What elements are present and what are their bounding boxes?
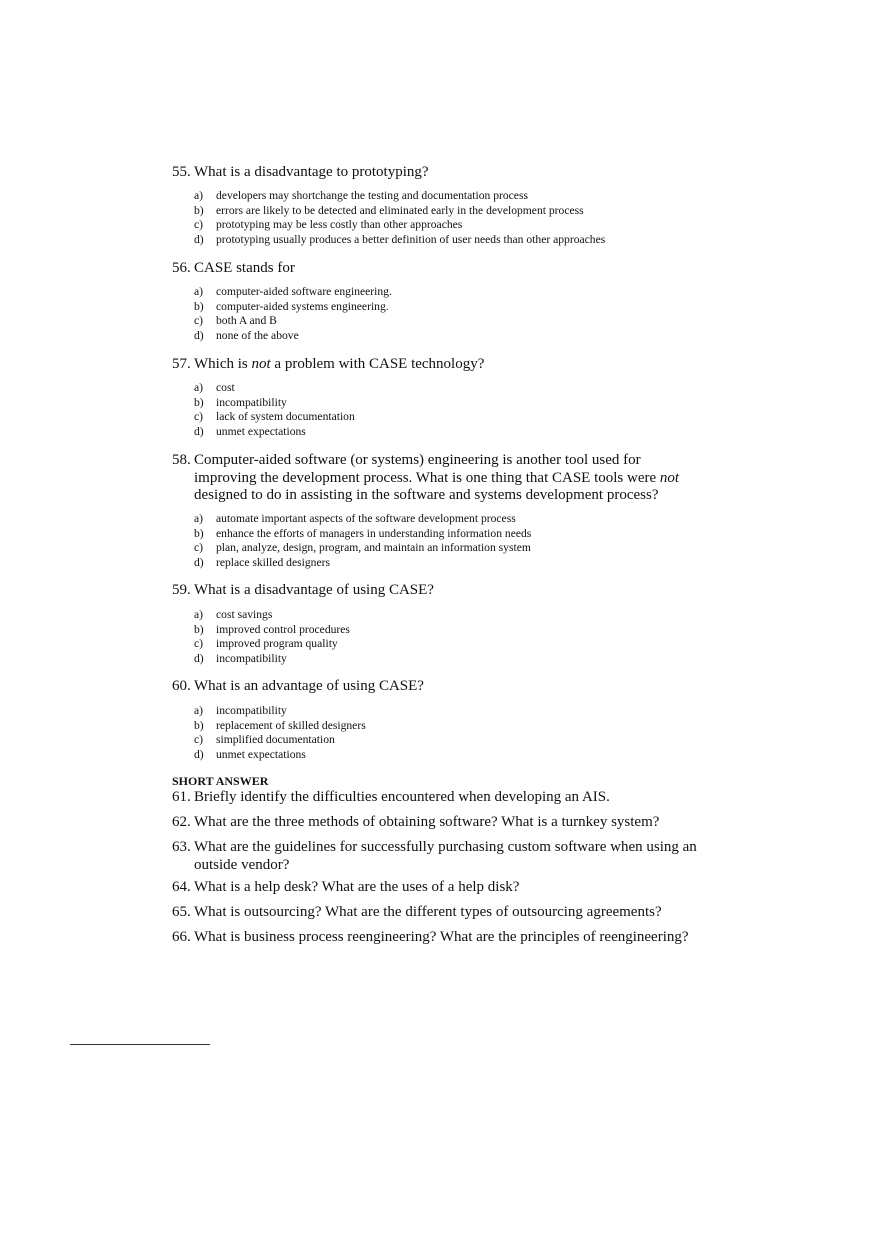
option-label: a) xyxy=(194,704,204,717)
option-text: prototyping may be less costly than other approaches xyxy=(216,218,463,232)
option-text: enhance the efforts of managers in understanding information needs xyxy=(216,526,532,540)
option-label: a) xyxy=(194,608,204,621)
option-text: improved program quality xyxy=(216,637,338,651)
question-60 xyxy=(172,678,712,696)
short-answer-66 xyxy=(172,929,732,947)
question-text: What are the three methods of obtaining software? What is a turnkey system? xyxy=(194,814,660,830)
option-text: incompatibility xyxy=(216,651,287,665)
question-text: What is business process reengineering? What are the principles of reengineering? xyxy=(194,929,689,945)
option-text: incompatibility xyxy=(216,395,287,409)
option-label: a) xyxy=(194,189,204,202)
question-number: 58. xyxy=(172,452,191,468)
question-number: 61. xyxy=(172,789,191,805)
option-text: errors are likely to be detected and eliminated early in the development process xyxy=(216,203,584,217)
question-text: Briefly identify the difficulties encountered when developing an AIS. xyxy=(194,789,610,805)
question-text xyxy=(194,452,692,505)
option-text: automate important aspects of the software development process xyxy=(216,512,516,525)
option-text: simplified documentation xyxy=(216,733,335,747)
question-text-emphasis: not xyxy=(251,356,271,372)
option-text: developers may shortchange the testing and documentation process xyxy=(216,189,528,202)
option-text: replace skilled designers xyxy=(216,555,330,569)
option-label: c) xyxy=(194,218,204,232)
question-56 xyxy=(172,260,712,278)
option-text: computer-aided software engineering. xyxy=(216,285,392,298)
short-answer-62 xyxy=(172,814,712,832)
option-label: c) xyxy=(194,410,204,424)
option-label: c) xyxy=(194,314,204,328)
option-text: both A and B xyxy=(216,314,277,328)
question-text-emphasis: not xyxy=(659,469,680,486)
short-answer-65 xyxy=(172,904,712,922)
option-text: computer-aided systems engineering. xyxy=(216,299,389,313)
section-heading-short-answer: SHORT ANSWER xyxy=(172,774,269,788)
question-number: 60. xyxy=(172,678,191,694)
question-57 xyxy=(172,356,712,374)
question-text: What is an advantage of using CASE? xyxy=(194,678,424,694)
option-label: b) xyxy=(194,718,204,732)
short-answer-64 xyxy=(172,879,712,897)
question-59 xyxy=(172,582,712,600)
option-text: unmet expectations xyxy=(216,747,306,761)
option-label: d) xyxy=(194,232,204,246)
option-text: cost xyxy=(216,381,235,394)
question-number: 55. xyxy=(172,164,191,180)
question-number: 57. xyxy=(172,356,191,372)
question-text: What is a help desk? What are the uses of a help disk? xyxy=(194,879,520,895)
option-label: b) xyxy=(194,203,204,217)
option-text: replacement of skilled designers xyxy=(216,718,366,732)
option-label: d) xyxy=(194,651,204,665)
option-text: plan, analyze, design, program, and maintain an information system xyxy=(216,541,531,555)
question-number: 64. xyxy=(172,879,191,895)
short-answer-63 xyxy=(172,839,702,874)
question-55 xyxy=(172,164,712,182)
option-text: improved control procedures xyxy=(216,622,350,636)
option-label: b) xyxy=(194,395,204,409)
option-label: b) xyxy=(194,622,204,636)
option-label: c) xyxy=(194,541,204,555)
option-text: cost savings xyxy=(216,608,273,621)
question-number: 65. xyxy=(172,904,191,920)
question-text-post: designed to do in assisting in the software and systems development process? xyxy=(194,487,659,503)
question-text-pre: Which is xyxy=(194,356,252,372)
question-number: 59. xyxy=(172,582,191,598)
option-text: none of the above xyxy=(216,328,299,342)
question-number: 56. xyxy=(172,260,191,276)
question-text xyxy=(194,356,712,374)
option-label: d) xyxy=(194,747,204,761)
question-text: What is a disadvantage to prototyping? xyxy=(194,164,429,180)
short-answer-61 xyxy=(172,789,712,807)
question-58 xyxy=(172,452,692,505)
question-text: What is a disadvantage of using CASE? xyxy=(194,582,434,598)
option-text: unmet expectations xyxy=(216,424,306,438)
option-label: d) xyxy=(194,555,204,569)
question-number: 63. xyxy=(172,839,191,855)
question-number: 62. xyxy=(172,814,191,830)
question-text: What are the guidelines for successfully purchasing custom software when using an outside vendor? xyxy=(194,839,697,873)
option-label: c) xyxy=(194,733,204,747)
question-text: What is outsourcing? What are the different types of outsourcing agreements? xyxy=(194,904,662,920)
question-text-post: a problem with CASE technology? xyxy=(270,356,485,372)
option-label: b) xyxy=(194,526,204,540)
option-label: c) xyxy=(194,637,204,651)
option-label: a) xyxy=(194,285,204,298)
option-text: incompatibility xyxy=(216,704,287,717)
option-label: d) xyxy=(194,424,204,438)
footnote-separator xyxy=(70,1044,210,1045)
option-label: d) xyxy=(194,328,204,342)
option-label: a) xyxy=(194,512,204,525)
option-label: b) xyxy=(194,299,204,313)
option-text: lack of system documentation xyxy=(216,410,355,424)
option-text: prototyping usually produces a better definition of user needs than other approaches xyxy=(216,232,606,246)
question-text: CASE stands for xyxy=(194,260,295,276)
question-text-pre: Computer-aided software (or systems) engineering is another tool used for improving the development process. What is one thing that CASE tools were xyxy=(194,452,660,486)
option-label: a) xyxy=(194,381,204,394)
question-number: 66. xyxy=(172,929,191,945)
